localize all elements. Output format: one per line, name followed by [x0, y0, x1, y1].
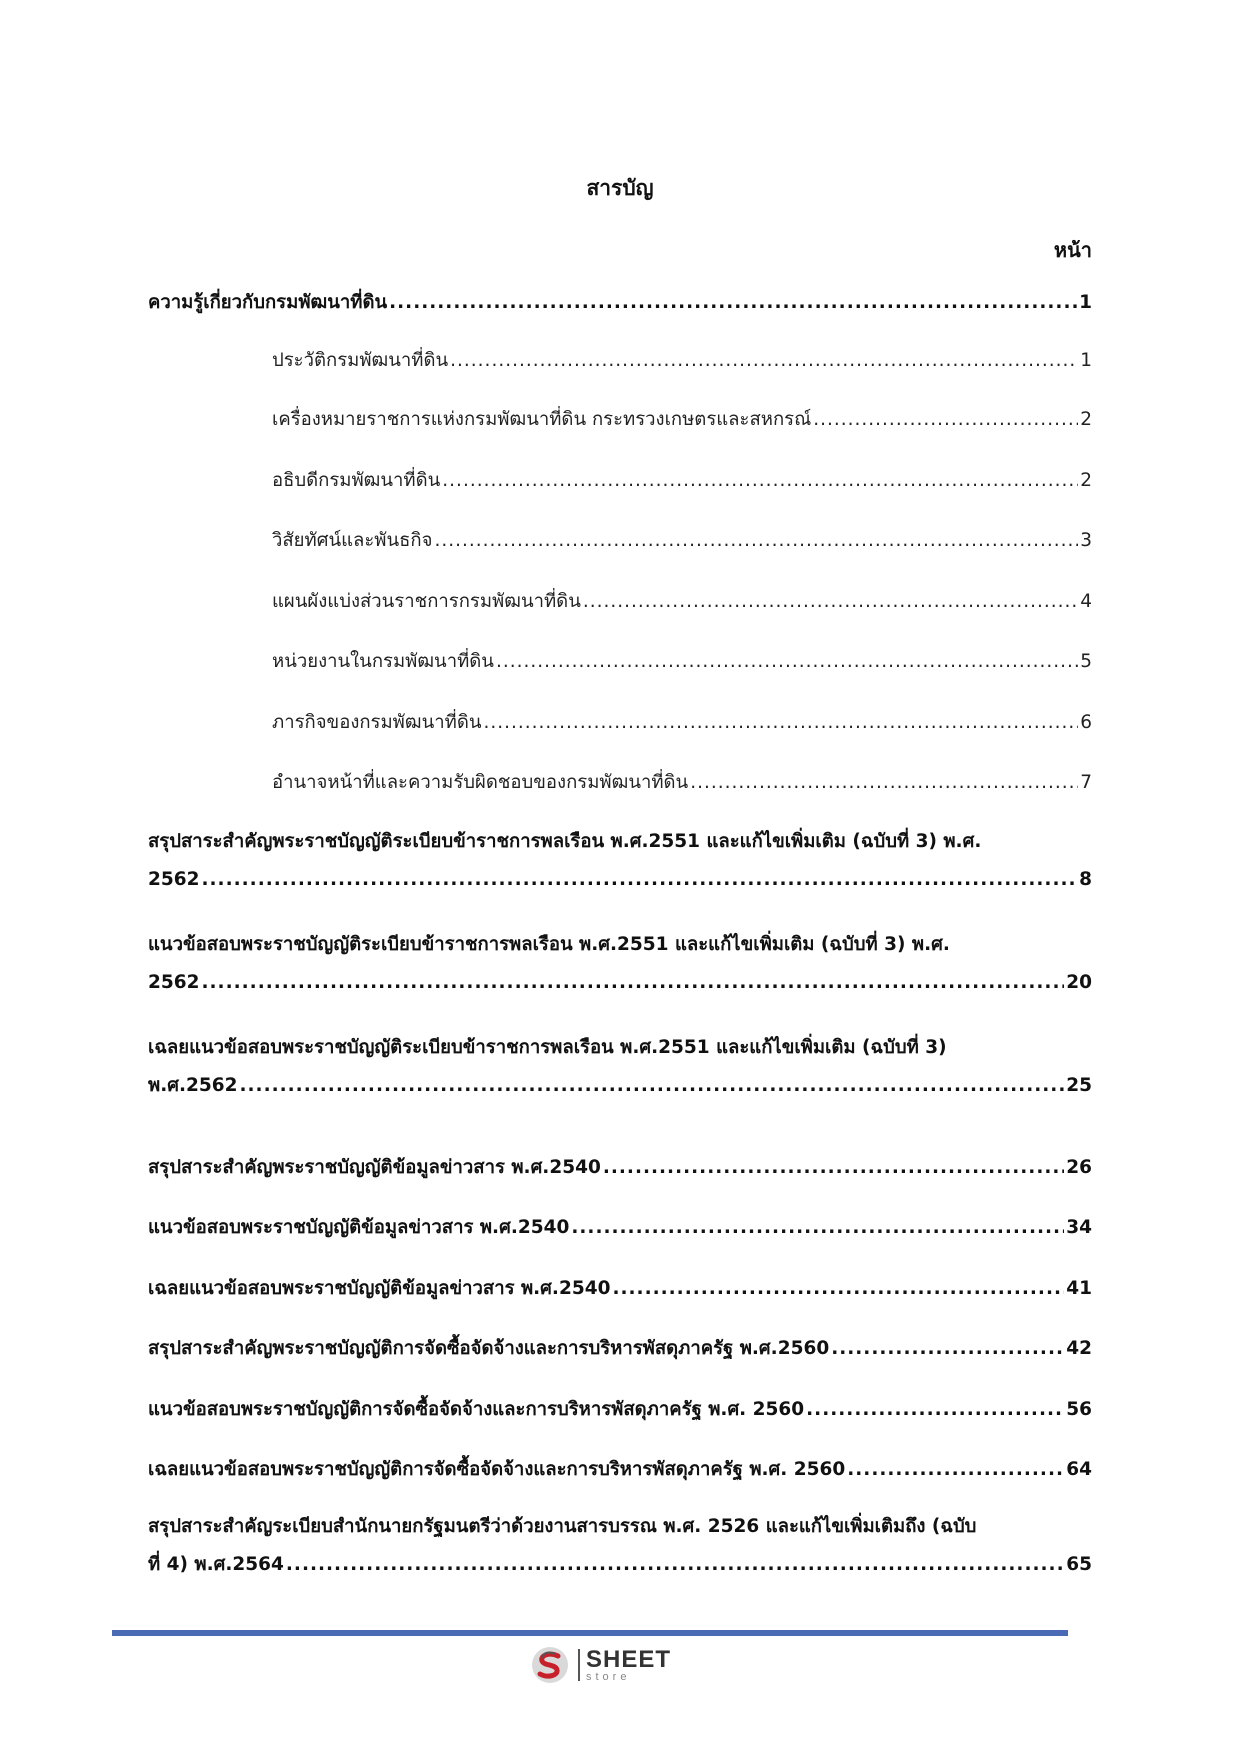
toc-entry-text: พ.ศ.2562: [148, 1075, 238, 1096]
dot-leader: [496, 647, 1078, 677]
toc-entry-page: 20: [1066, 972, 1092, 993]
sheet-store-logo-icon: [530, 1645, 570, 1685]
toc-entry[interactable]: [148, 930, 1092, 998]
dot-leader: [389, 288, 1077, 318]
toc-entry-text: วิสัยทัศน์และพันธกิจ: [272, 530, 433, 551]
toc-entry-page: 3: [1080, 530, 1092, 551]
dot-leader: [806, 1395, 1064, 1425]
toc-subentry[interactable]: [272, 405, 1092, 435]
dot-leader: [202, 968, 1065, 998]
footer-divider: [112, 1630, 1068, 1636]
dot-leader: [239, 1071, 1064, 1101]
toc-entry-page: 42: [1066, 1338, 1092, 1359]
toc-entry-page: 1: [1079, 292, 1092, 313]
logo-separator: [578, 1649, 580, 1681]
toc-entry-page: 64: [1066, 1459, 1092, 1480]
dot-leader: [847, 1455, 1064, 1485]
toc-entry-page: 26: [1066, 1157, 1092, 1178]
toc-entry[interactable]: [148, 827, 1092, 895]
toc-entry-text: แผนผังแบ่งส่วนราชการกรมพัฒนาที่ดิน: [272, 591, 581, 612]
toc-entry-text: เฉลยแนวข้อสอบพระราชบัญญัติการจัดซื้อจัดจ้างและการบริหารพัสดุภาครัฐ พ.ศ. 2560: [148, 1459, 846, 1480]
dot-leader: [202, 865, 1078, 895]
toc-entry[interactable]: [148, 1455, 1092, 1485]
toc-entry-page: 1: [1080, 350, 1092, 371]
toc-entry-page: 4: [1080, 591, 1092, 612]
toc-entry[interactable]: [148, 288, 1092, 318]
dot-leader: [612, 1274, 1064, 1304]
toc-entry-text: ประวัติกรมพัฒนาที่ดิน: [272, 350, 449, 371]
logo-wordmark: [586, 1645, 672, 1683]
toc-subentry[interactable]: [272, 346, 1092, 376]
toc-entry-page: 2: [1080, 409, 1092, 430]
logo-word: SHEET: [586, 1645, 672, 1673]
toc-entry-page: 7: [1080, 772, 1092, 793]
dot-leader: [831, 1334, 1064, 1364]
toc-subentry[interactable]: [272, 708, 1092, 738]
toc-entry[interactable]: [148, 1153, 1092, 1183]
toc-entry[interactable]: [148, 1395, 1092, 1425]
toc-subentry[interactable]: [272, 587, 1092, 617]
toc-entry-page: 56: [1066, 1399, 1092, 1420]
dot-leader: [483, 708, 1078, 738]
toc-entry-text: เครื่องหมายราชการแห่งกรมพัฒนาที่ดิน กระทรวงเกษตรและสหกรณ์: [272, 409, 812, 430]
toc-entry-text: ความรู้เกี่ยวกับกรมพัฒนาที่ดิน: [148, 292, 388, 313]
toc-entry[interactable]: [148, 1512, 1092, 1580]
toc-entry-text: แนวข้อสอบพระราชบัญญัติการจัดซื้อจัดจ้างและการบริหารพัสดุภาครัฐ พ.ศ. 2560: [148, 1399, 805, 1420]
toc-entry-text: อำนาจหน้าที่และความรับผิดชอบของกรมพัฒนาที่ดิน: [272, 772, 689, 793]
dot-leader: [286, 1550, 1064, 1580]
page-column-label: หน้า: [1053, 238, 1092, 262]
logo-sub: store: [586, 1670, 631, 1683]
toc-entry-text: หน่วยงานในกรมพัฒนาที่ดิน: [272, 651, 494, 672]
toc-entry-text: เฉลยแนวข้อสอบพระราชบัญญัติข้อมูลข่าวสาร พ.ศ.2540: [148, 1278, 611, 1299]
toc-entry[interactable]: [148, 1334, 1092, 1364]
toc-subentry[interactable]: [272, 768, 1092, 798]
toc-entry-text: ที่ 4) พ.ศ.2564: [148, 1554, 284, 1575]
toc-entry-text: 2562: [148, 869, 200, 890]
toc-entry-text: ภารกิจของกรมพัฒนาที่ดิน: [272, 712, 482, 733]
toc-entry-text: สรุปสาระสำคัญพระราชบัญญัติข้อมูลข่าวสาร พ.ศ.2540: [148, 1157, 601, 1178]
toc-entry-text-line1: แนวข้อสอบพระราชบัญญัติระเบียบข้าราชการพลเรือน พ.ศ.2551 และแก้ไขเพิ่มเติม (ฉบับที่ 3) พ.ศ.: [148, 934, 950, 955]
toc-entry-page: 8: [1079, 869, 1092, 890]
dot-leader: [813, 405, 1078, 435]
page-title: สารบัญ: [586, 176, 654, 200]
dot-leader: [583, 587, 1078, 617]
dot-leader: [690, 768, 1078, 798]
toc-entry-text: แนวข้อสอบพระราชบัญญัติข้อมูลข่าวสาร พ.ศ.2540: [148, 1217, 570, 1238]
toc-subentry[interactable]: [272, 466, 1092, 496]
dot-leader: [434, 526, 1078, 556]
toc-entry-text-line1: สรุปสาระสำคัญระเบียบสำนักนายกรัฐมนตรีว่าด้วยงานสารบรรณ พ.ศ. 2526 และแก้ไขเพิ่มเติมถึง (ฉบับ: [148, 1516, 977, 1537]
toc-entry-page: 25: [1066, 1075, 1092, 1096]
toc-subentry[interactable]: [272, 526, 1092, 556]
toc-entry[interactable]: [148, 1033, 1092, 1101]
sheet-store-logo: [530, 1645, 671, 1685]
toc-entry-page: 6: [1080, 712, 1092, 733]
toc-entry-page: 2: [1080, 470, 1092, 491]
toc-entry-page: 65: [1066, 1554, 1092, 1575]
toc-entry-text: อธิบดีกรมพัฒนาที่ดิน: [272, 470, 441, 491]
toc-subentry[interactable]: [272, 647, 1092, 677]
toc-entry[interactable]: [148, 1274, 1092, 1304]
toc-entry-text-line1: สรุปสาระสำคัญพระราชบัญญัติระเบียบข้าราชการพลเรือน พ.ศ.2551 และแก้ไขเพิ่มเติม (ฉบับที่ 3) พ.ศ.: [148, 831, 982, 852]
dot-leader: [571, 1213, 1064, 1243]
dot-leader: [603, 1153, 1064, 1183]
toc-entry-text: 2562: [148, 972, 200, 993]
toc-entry-page: 5: [1080, 651, 1092, 672]
dot-leader: [442, 466, 1078, 496]
toc-entry-text-line1: เฉลยแนวข้อสอบพระราชบัญญัติระเบียบข้าราชการพลเรือน พ.ศ.2551 และแก้ไขเพิ่มเติม (ฉบับที่ 3): [148, 1037, 947, 1058]
toc-entry[interactable]: [148, 1213, 1092, 1243]
toc-entry-page: 34: [1066, 1217, 1092, 1238]
toc-entry-text: สรุปสาระสำคัญพระราชบัญญัติการจัดซื้อจัดจ้างและการบริหารพัสดุภาครัฐ พ.ศ.2560: [148, 1338, 830, 1359]
toc-entry-page: 41: [1066, 1278, 1092, 1299]
dot-leader: [450, 346, 1078, 376]
